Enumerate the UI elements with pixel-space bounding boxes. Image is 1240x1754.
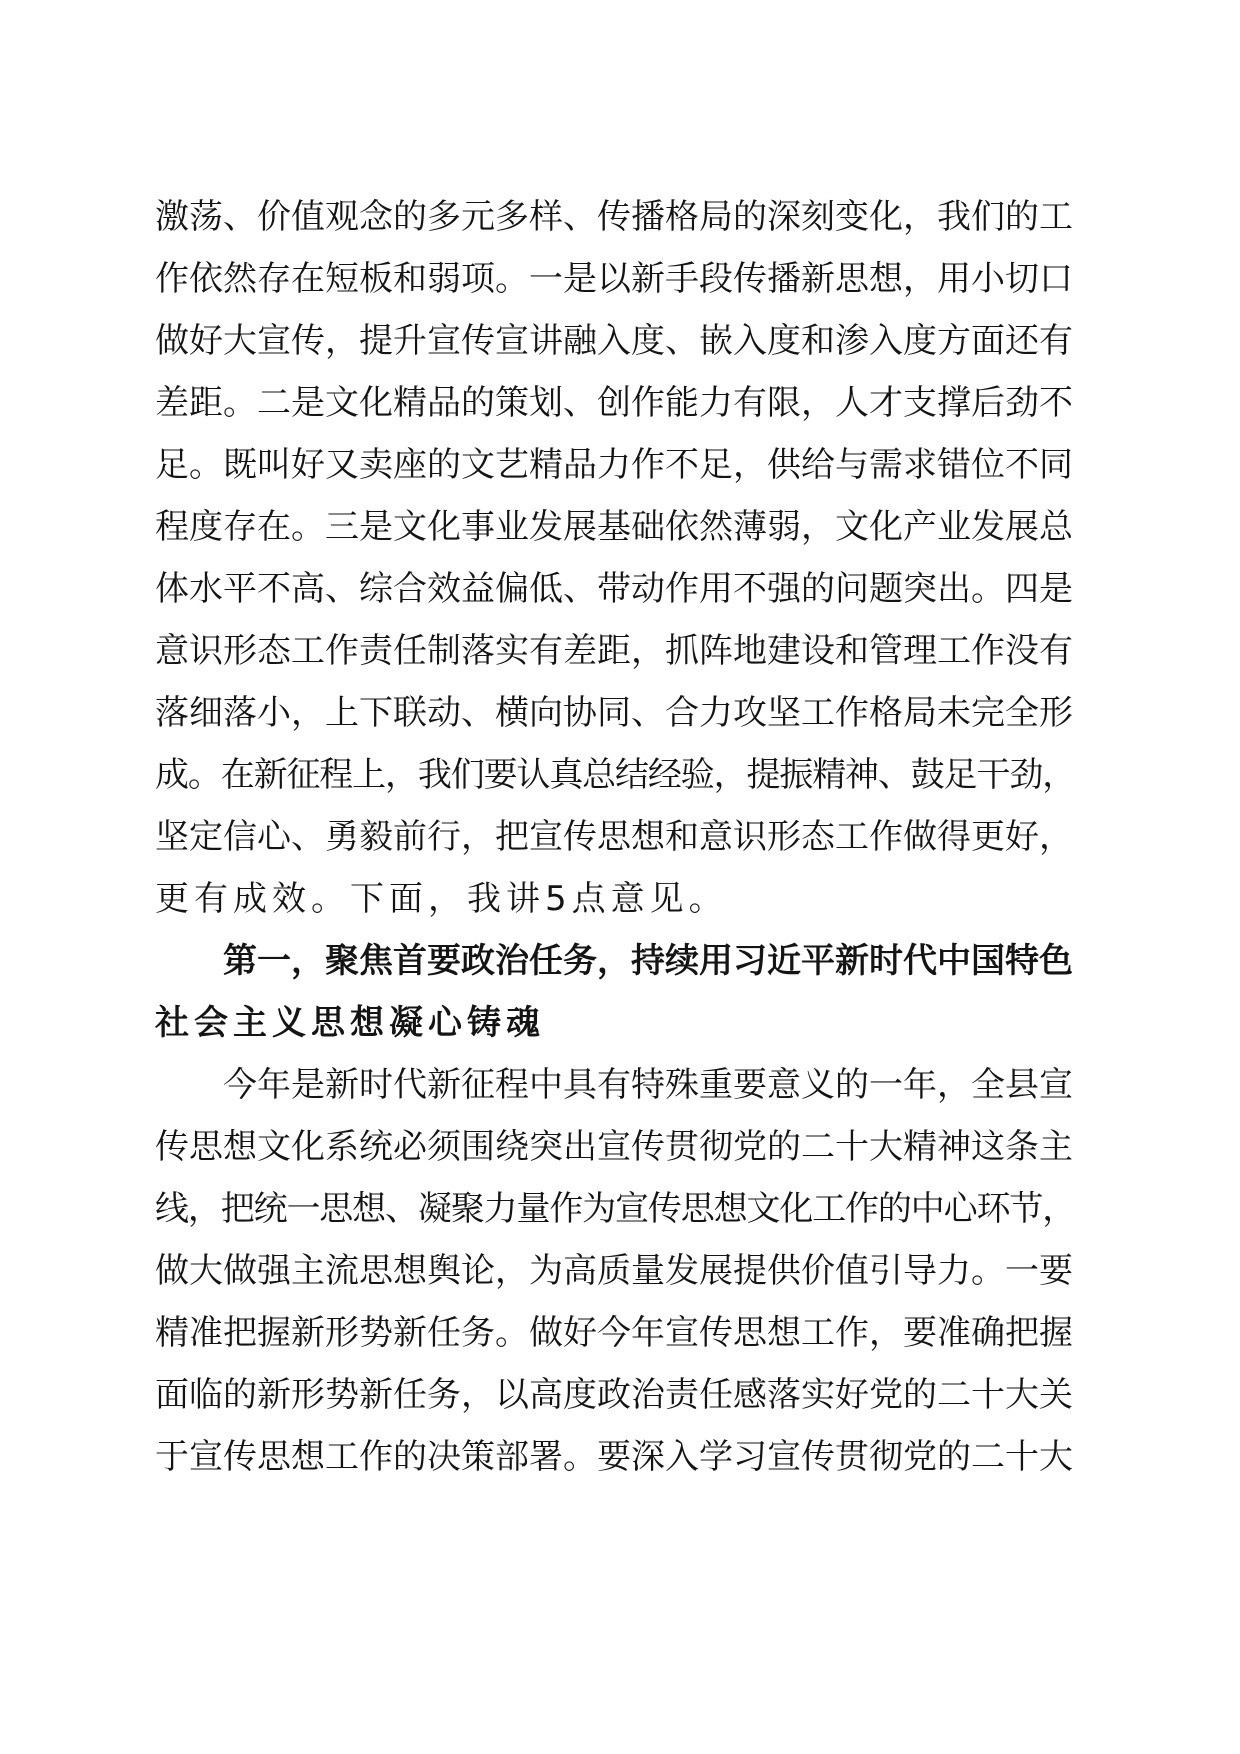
body-line: 做大做强主流思想舆论，为高质量发展提供价值引导力。一要 (155, 1251, 1073, 1291)
body-line: 激荡、价值观念的多元多样、传播格局的深刻变化，我们的工 (155, 197, 1073, 237)
body-line: 精准把握新形势新任务。做好今年宣传思想工作，要准确把握 (155, 1313, 1073, 1353)
body-line: 体水平不高、综合效益偏低、带动作用不强的问题突出。四是 (155, 569, 1073, 609)
body-line: 成。在新征程上，我们要认真总结经验，提振精神、鼓足干劲， (155, 755, 1076, 795)
body-line: 足。既叫好又卖座的文艺精品力作不足，供给与需求错位不同 (155, 445, 1073, 485)
body-line: 传思想文化系统必须围绕突出宣传贯彻党的二十大精神这条主 (155, 1127, 1073, 1167)
body-line: 落细落小，上下联动、横向协同、合力攻坚工作格局未完全形 (155, 693, 1073, 733)
body-line: 程度存在。三是文化事业发展基础依然薄弱，文化产业发展总 (155, 507, 1073, 547)
body-line: 更有成效。下面，我讲5点意见。 (155, 879, 728, 919)
body-line: 面临的新形势新任务，以高度政治责任感落实好党的二十大关 (155, 1375, 1073, 1415)
section-heading-line: 第一，聚焦首要政治任务，持续用习近平新时代中国特色 (223, 941, 1073, 981)
section-heading-line: 社会主义思想凝心铸魂 (155, 1003, 545, 1043)
body-line: 今年是新时代新征程中具有特殊重要意义的一年，全县宣 (223, 1065, 1073, 1105)
body-line: 意识形态工作责任制落实有差距，抓阵地建设和管理工作没有 (155, 631, 1073, 671)
body-line: 于宣传思想工作的决策部署。要深入学习宣传贯彻党的二十大 (155, 1437, 1073, 1477)
body-line: 差距。二是文化精品的策划、创作能力有限，人才支撑后劲不 (155, 383, 1073, 423)
body-line: 线，把统一思想、凝聚力量作为宣传思想文化工作的中心环节， (155, 1189, 1076, 1229)
body-line: 做好大宣传，提升宣传宣讲融入度、嵌入度和渗入度方面还有 (155, 321, 1073, 361)
body-line: 坚定信心、勇毅前行，把宣传思想和意识形态工作做得更好， (155, 817, 1073, 857)
body-line: 作依然存在短板和弱项。一是以新手段传播新思想，用小切口 (155, 259, 1073, 299)
